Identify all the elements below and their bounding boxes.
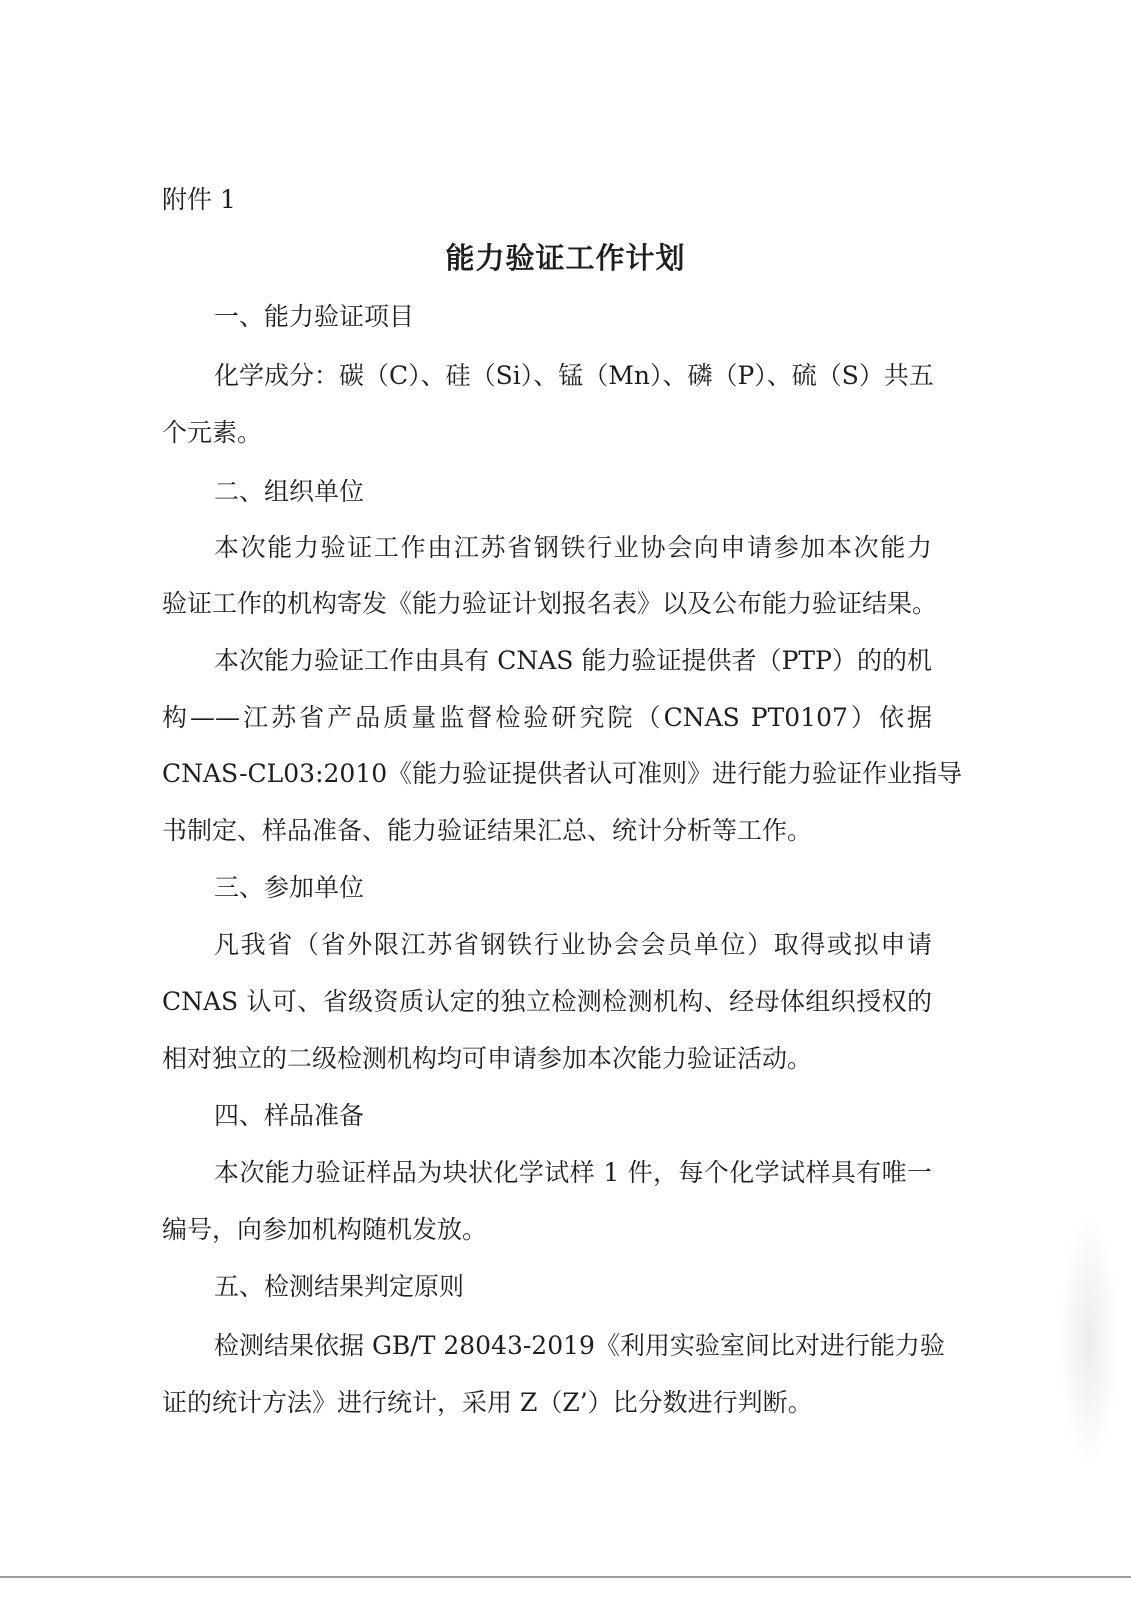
organizer-para2-line-1: 本次能力验证工作由具有 CNAS 能力验证提供者（PTP）的的机 [214, 646, 932, 675]
section-heading-participants: 三、参加单位 [214, 873, 365, 902]
document-title: 能力验证工作计划 [445, 241, 686, 275]
page-bottom-edge [0, 1576, 1131, 1578]
judgement-line-2: 证的统计方法》进行统计，采用 Z（Z’）比分数进行判断。 [162, 1388, 813, 1417]
samples-line-2: 编号，向参加机构随机发放。 [162, 1215, 488, 1244]
participants-line-3: 相对独立的二级检测机构均可申请参加本次能力验证活动。 [162, 1044, 813, 1073]
attachment-label: 附件 1 [162, 185, 236, 214]
section-heading-samples: 四、样品准备 [214, 1101, 365, 1130]
scan-shadow [1059, 1210, 1119, 1470]
document-body [162, 0, 963, 1600]
organizer-para2-line-4: 书制定、样品准备、能力验证结果汇总、统计分析等工作。 [162, 816, 813, 845]
judgement-line-1: 检测结果依据 GB/T 28043-2019《利用实验室间比对进行能力验 [214, 1331, 945, 1360]
organizer-para1-line-2: 验证工作的机构寄发《能力验证计划报名表》以及公布能力验证结果。 [162, 589, 938, 618]
participants-line-2: CNAS 认可、省级资质认定的独立检测检测机构、经母体组织授权的 [162, 987, 932, 1016]
organizer-para2-line-3: CNAS-CL03:2010《能力验证提供者认可准则》进行能力验证作业指导 [162, 759, 963, 788]
section-heading-project: 一、能力验证项目 [214, 302, 415, 331]
organizer-para1-line-1: 本次能力验证工作由江苏省钢铁行业协会向申请参加本次能力 [214, 533, 932, 562]
project-line-1: 化学成分：碳（C）、硅（Si）、锰（Mn）、磷（P）、硫（S）共五 [214, 361, 934, 390]
section-heading-organizer: 二、组织单位 [214, 477, 365, 506]
organizer-para2-line-2: 构——江苏省产品质量监督检验研究院（CNAS PT0107）依据 [162, 703, 932, 732]
project-line-2: 个元素。 [162, 418, 263, 447]
samples-line-1: 本次能力验证样品为块状化学试样 1 件，每个化学试样具有唯一 [214, 1158, 932, 1187]
section-heading-judgement: 五、检测结果判定原则 [214, 1272, 465, 1301]
participants-line-1: 凡我省（省外限江苏省钢铁行业协会会员单位）取得或拟申请 [214, 930, 932, 959]
